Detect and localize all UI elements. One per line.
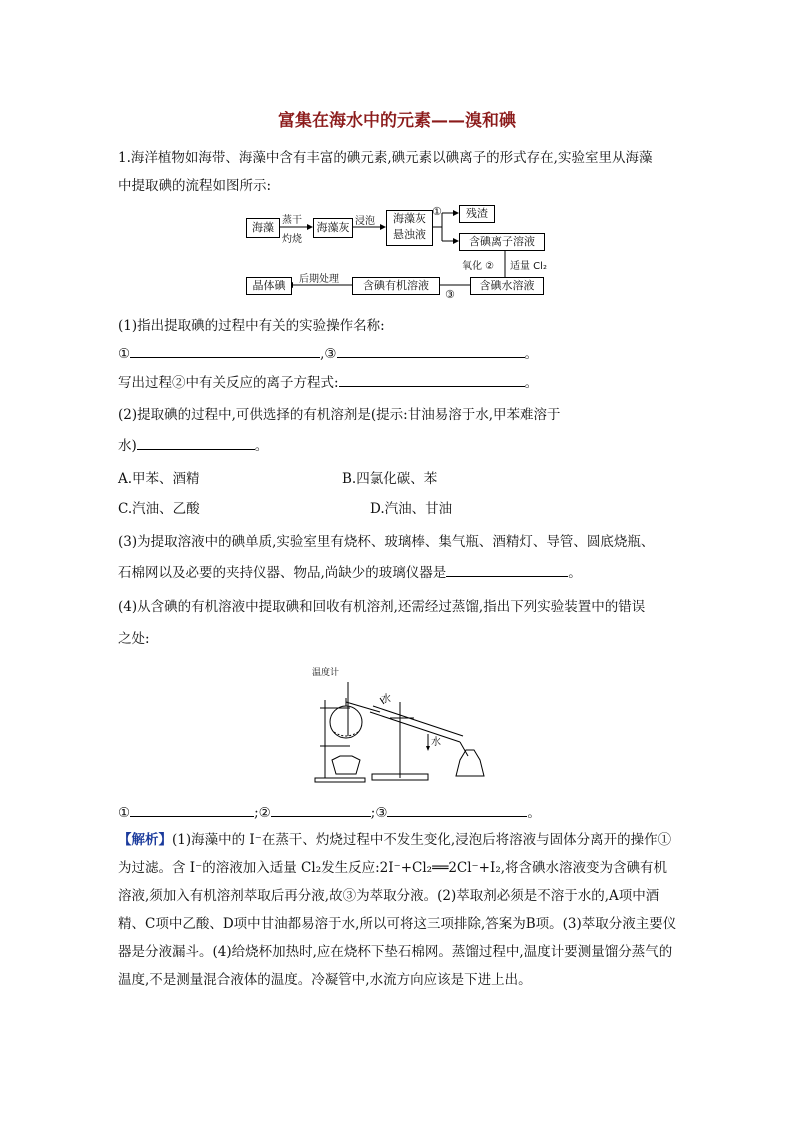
box-hanshui: 含碘水溶液	[470, 277, 544, 295]
analysis-text: (1)海藻中的 I⁻在蒸干、灼烧过程中不发生变化,浸泡后将溶液与固体分离开的操作①为过滤。含 I⁻的溶液加入适量 Cl₂发生反应:2I⁻+Cl₂══2Cl⁻+I₂,将含碘水溶液变为含碘有机溶液,须加入有机溶剂萃取后再分液,故③为萃取分液。(2)萃取剂必须是不溶于水的,A项中酒精、C项中乙酸、D项中甘油都易溶于水,所以可将这三项排除,答案为B项。(3)萃取分液主要仪器是分液漏斗。(4)给烧杯加热时,应在烧杯下垫石棉网。蒸馏过程中,温度计要测量馏分蒸气的温度,不是测量混合液体的温度。冷凝管中,水流方向应该是下进上出。	[118, 832, 677, 988]
box-xuanzhuoye	[386, 210, 433, 246]
box-canzha: 残渣	[459, 205, 495, 223]
answer-blank-error-3[interactable]	[387, 802, 527, 817]
sub2-prefix: 水)	[118, 438, 137, 454]
sub2-end: 。	[254, 438, 269, 454]
sub1-ion-equation	[118, 371, 538, 391]
distillation-apparatus-drawing	[310, 660, 490, 785]
option-b[interactable]: B.四氯化碳、苯	[342, 471, 438, 487]
answers4-c2: ;②	[254, 805, 271, 821]
flowchart-arrows	[0, 0, 794, 320]
sub1-ion-end: 。	[524, 375, 539, 391]
box-jingti: 晶体碘	[246, 277, 292, 295]
box-xuanzhuoye-line2: 悬浊液	[393, 228, 426, 241]
sub3-prefix: 石棉网以及必要的夹持仪器、物品,尚缺少的玻璃仪器是	[118, 565, 447, 581]
option-c[interactable]: C.汽油、乙酸	[118, 501, 200, 517]
option-d[interactable]: D.汽油、甘油	[370, 501, 453, 517]
answers4-c1: ①	[118, 805, 131, 821]
sub3-line1: (3)为提取溶液中的碘单质,实验室里有烧杯、玻璃棒、集气瓶、酒精灯、导管、圆底烧瓶、	[118, 534, 655, 550]
label-houqi: 后期处理	[299, 274, 339, 285]
label-zhenggan: 蒸干	[282, 215, 302, 226]
label-step1: ①	[432, 205, 442, 218]
sub1-sep: ,③	[320, 346, 337, 362]
sub2-line1: (2)提取碘的过程中,可供选择的有机溶剂是(提示:甘油易溶于水,甲苯难溶于	[118, 407, 561, 423]
analysis-tag: 【解析】	[118, 832, 172, 848]
answers4-c3: ;③	[370, 805, 388, 821]
sub1-end: 。	[524, 346, 539, 362]
sub1-answer-line	[118, 342, 538, 362]
sub4-line2: 之处:	[118, 631, 150, 647]
answer-blank-ion-eq[interactable]	[339, 372, 525, 387]
answer-blank-3[interactable]	[337, 343, 525, 358]
question-1-line2: 中提取碘的流程如图所示:	[118, 178, 272, 194]
sub1-c1: ①	[118, 346, 131, 362]
answer-blank-solvent[interactable]	[137, 435, 255, 450]
label-water-in: 水	[381, 694, 391, 705]
answer-blank-glassware[interactable]	[446, 562, 568, 577]
label-thermometer: 温度计	[312, 668, 340, 678]
answers4-line	[118, 801, 541, 821]
sub4-line1: (4)从含碘的有机溶液中提取碘和回收有机溶剂,还需经过蒸馏,指出下列实验装置中的错误	[118, 599, 646, 615]
box-hanlizi: 含碘离子溶液	[459, 233, 545, 251]
box-hanyouji: 含碘有机溶液	[352, 277, 440, 295]
sub2-line2	[118, 434, 268, 454]
answers4-end: 。	[527, 805, 541, 821]
page-title: 富集在海水中的元素——溴和碘	[278, 111, 516, 131]
box-haizao: 海藻	[246, 218, 280, 238]
label-yanghua: 氧化 ②	[462, 261, 495, 272]
sub3-end: 。	[568, 565, 582, 581]
label-shiliang: 适量 Cl₂	[510, 261, 547, 272]
answer-blank-error-1[interactable]	[130, 802, 254, 817]
analysis-section	[118, 826, 678, 994]
label-jinpao: 浸泡	[355, 216, 375, 227]
label-water-out: 水	[431, 737, 441, 748]
sub3-line2	[118, 561, 582, 581]
question-1-line1: 1.海洋植物如海带、海藻中含有丰富的碘元素,碘元素以碘离子的形式存在,实验室里从海藻	[118, 150, 653, 166]
label-step3: ③	[445, 288, 455, 301]
box-xuanzhuoye-line1: 海藻灰	[393, 212, 426, 225]
option-a[interactable]: A.甲苯、酒精	[118, 471, 200, 487]
box-haizaohui: 海藻灰	[313, 218, 353, 238]
answer-blank-1[interactable]	[130, 343, 320, 358]
sub1-question: (1)指出提取碘的过程中有关的实验操作名称:	[118, 318, 385, 334]
label-zhuoshao: 灼烧	[282, 234, 302, 245]
sub1-ion-prompt: 写出过程②中有关反应的离子方程式:	[118, 375, 339, 391]
answer-blank-error-2[interactable]	[271, 802, 371, 817]
